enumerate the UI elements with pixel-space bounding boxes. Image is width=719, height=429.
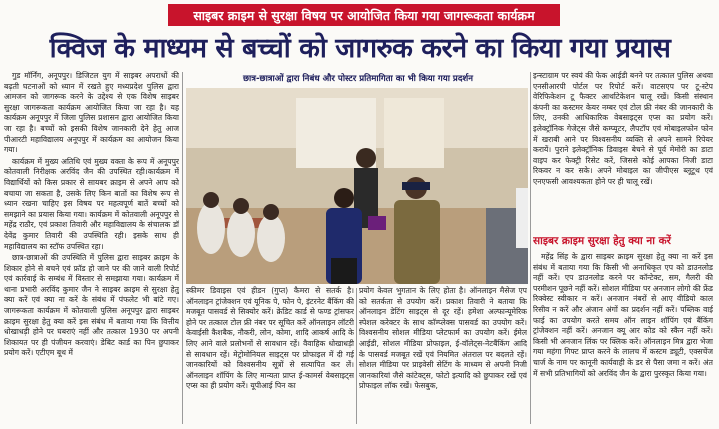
- event-photo-illustration: [186, 88, 528, 284]
- subheading: साइबर क्राइम सुरक्षा हेतु क्या ना करें: [533, 235, 671, 247]
- column-divider: [530, 72, 531, 424]
- paragraph: प्रयोग केवल भुगतान के लिए होता है। ऑनलाइन मैसेज एप को सतर्कता से उपयोग करें। प्रकाश तिवारी ने बताया कि ऑनलाइन डेटिंग साइट्स से दूर रहें। हमेशा अल्फान्यूमेरिक स्पेशल करेक्टर के साथ कॉम्प्लेक्स पासवर्ड का उपयोग करें। विश्वसनीय सोशल मीडिया प्लेटफार्म का उपयोग करें। ईमेल आईडी, सोशल मीडिया प्रोफाइल, ई-वॉलेट्स-नेटबैंकिंग आदि के पासवर्ड मजबूत रखें एवं नियमित अंतराल पर बदलते रहें। सोशल मीडिया पर प्राइवेसी सेटिंग के माध्यम से अपनी निजी जानकारियां जैसे कांटेक्ट्स, फोटो इत्यादि को छुपाकर रखें एवं प्रोफाइल लॉक रखें। फेसबुक,: [359, 286, 527, 391]
- paragraph: इन्स्टाग्राम पर स्वयं की फेक आईडी बनने पर तत्काल पुलिस अथवा एनसीआरपी पोर्टल पर रिपोर्ट करें। वाटसएप पर टू-स्टेप वेरिफिकेशन टू फैक्टर आर्थाटेकेशन चालू रखें। किसी संस्थान कंपनी का कस्टमर केयर नम्बर एवं टोल फ्री नंबर की जानकारी के लिए, उनकी आधिकारिक वेबसाइट्स एप्स का प्रयोग करें। इलेक्ट्रॉनिक गेजेट्स जैसे कम्प्यूटर, लैपटॉप एवं मोबाइलफोन फोन में खराबी आने पर विश्वसनीय व्यक्ति से अपने सामने रिपेयर करायें। पुराने इलेक्ट्रॉनिक डिवाइस बेचने से पूर्व मेमोरी का डाटा वाइप कर फेक्ट्री रिसेट करें, जिससे कोई आपका निजी डाटा रिकवर न कर सके। अपने मोबाइल का जीपीएस ब्लूटूथ एवं एनएफसी आवश्यकता होने पर ही चालू रखें।: [533, 71, 713, 186]
- article-column-4-lower: [533, 252, 713, 424]
- photo-caption: छात्र-छात्राओं द्वारा निबंध और पोस्टर प्रतिमागिता का भी किया गया प्रदर्शन: [243, 74, 473, 84]
- paragraph: छात्र-छात्राओं की उपस्थिति में पुलिस द्वारा साइबर क्राइम के शिकार होने से बचने एवं फ्रॉड हो जाने पर की जाने वाली रिपोर्ट एवं कार्रवाई के सम्बंध में विस्तार से समझाया गया। कार्यक्रम में थाना प्रभारी अरविंद कुमार जैन ने साइबर क्राइम से सुरक्षा हेतु क्या करें एवं क्या ना करें के संबंध में पंफलेट भी बांटे गए। जागरूकता कार्यक्रम में कोतवाली पुलिस अनूपपुर द्वारा साइबर क्राइम सुरक्षा हेतु क्या करें इस संबंध में बताया गया कि वित्तीय धोखाधड़ी होने पर घबराएं नहीं और तत्काल 1930 पर अपनी शिकायत पर ही पंजीयन करवाएं। डेबिट कार्ड का पिन छुपाकर प्रयोग करें। एटीएम बूथ में: [4, 253, 179, 358]
- article-column-1: [4, 71, 179, 423]
- section-banner: साइबर क्राइम से सुरक्षा विषय पर आयोजित किया गया जागरूकता कार्यक्रम: [168, 4, 560, 26]
- paragraph: स्कीमर डिवाइस एवं हीडन (गुप्त) कैमरा से सतर्क है। ऑनलाइन ट्रांजेक्शन एवं यूनिक पे, फोन पे, इंटरनेट बैंकिंग की मजबूत पासवर्ड से सिक्योर करें। क्रेडिट कार्ड से फण्ड ट्रांसफर होने पर तत्काल टोल फ्री नंबर पर सूचित करें ऑनलाइन लॉटरी केवाईसी कैशबैक, नौकरी, लोन, कोमा, शादि आकर्ष आदि के लिए आने वाले प्रलोभनों से सावधान रहें। वैवाहिक धोखाधड़ी से सावधान रहें। मेट्रोमोनियल साइट्स पर प्रोफाइल में दी गई जानकारियों को विश्वसनीय सूत्रों से सत्यापित कर लें। ऑनलाइन शॉपिंग के लिए मान्यता प्राप्त ई-कामर्स वेबसाइट्स एप्स का ही प्रयोग करें। यूपीआई पिन का: [186, 286, 354, 391]
- paragraph: गुड मॉर्निंग, अनूपपुर। डिजिटल युग में साइबर अपराधों की बढ़ती घटनाओं को ध्यान में रखते हुए मध्यप्रदेश पुलिस द्वारा आमजन को जागरूक करने के उद्देश्य से एक विशेष साइबर सुरक्षा जागरूकता कार्यक्रम आयोजित किया जा रहा है। यह कार्यक्रम अनूपपुर में जिला पुलिस प्रशासन द्वारा आयोजित किया जा रहा है। बच्चों को इसकी विशेष जानकारी देने हेतु आज पीआरटी महाविद्यालय अनूपपुर में कार्यक्रम का आयोजन किया गया।: [4, 71, 179, 155]
- column-divider: [182, 72, 183, 424]
- paragraph: महेंद्र सिंह के द्वारा साइबर क्राइम सुरक्षा हेतु क्या ना करें इस संबंध में बताया गया कि किसी भी अनाधिकृत एप को डाउनलोड नहीं करें। एप डाउनलोड करने पर कॉन्टेक्ट, सम, गैलरी की परमीशन पूछने नहीं करें। सोशल मीडिया पर अनजान लोगो की फ्रेंड रिक्वेस्ट स्वीकार न करें। अनजान नंबरों से आए वीडियो काल रिसीव न करें और अंजान अंगों का प्रदर्शन नहीं करें। पब्लिक वाई फाई का उपयोग करते समय ऑन लाइन शॉपिंग एवं बैंकिंग ट्रांजेक्शन नहीं करें। अनजान क्यू आर कोड को स्कैन नहीं करें। किसी भी अनजान लिंक पर क्लिक करें। ऑनलाइन मित्र द्वारा भेजा गया महंगा गिफ्ट प्राप्त करने के लालच में कस्टम ड्यूटी, एक्सचेंज चार्ज के नाम पर कानूनी कार्यवाही के डर से पैसा जमा न करें। अंत में सभी प्रतिभागियों को अरविंद जैन के द्वारा पुरस्कृत किया गया।: [533, 252, 713, 378]
- paragraph: कार्यक्रम में मुख्य अतिथि एवं मुख्य वक्ता के रूप में अनूपपुर कोतवाली निरीक्षक अरविंद जैन की उपस्थित रही।कार्यक्रम में विद्यार्थियों को किस प्रकार से सायबर क्राइम से अपने आप को बचाया जा सकता है, उसके लिए किन बातों का विशेष रूप से ध्यान रखना चाहिए इस विषय पर महत्वपूर्ण बातें बच्चों को समझाने का प्रयास किया गया। कार्यक्रम में कोतवाली अनूपपुर से महेंद्र राठौर, एवं प्रकाश तिवारी और महाविद्यालय के संचालक डॉ देवेंद्र कुमार तिवारी की उपस्थिति रही। इसके साथ ही महाविद्यालय का स्टॉफ उपस्थित रहा।: [4, 156, 179, 251]
- article-column-3: [359, 286, 527, 423]
- event-photo: [186, 88, 528, 284]
- article-column-2: [186, 286, 354, 423]
- headline: क्विज के माध्यम से बच्चों को जागरुक करने का किया गया प्रयास: [49, 33, 671, 64]
- column-divider: [356, 288, 357, 424]
- article-column-4: [533, 71, 713, 231]
